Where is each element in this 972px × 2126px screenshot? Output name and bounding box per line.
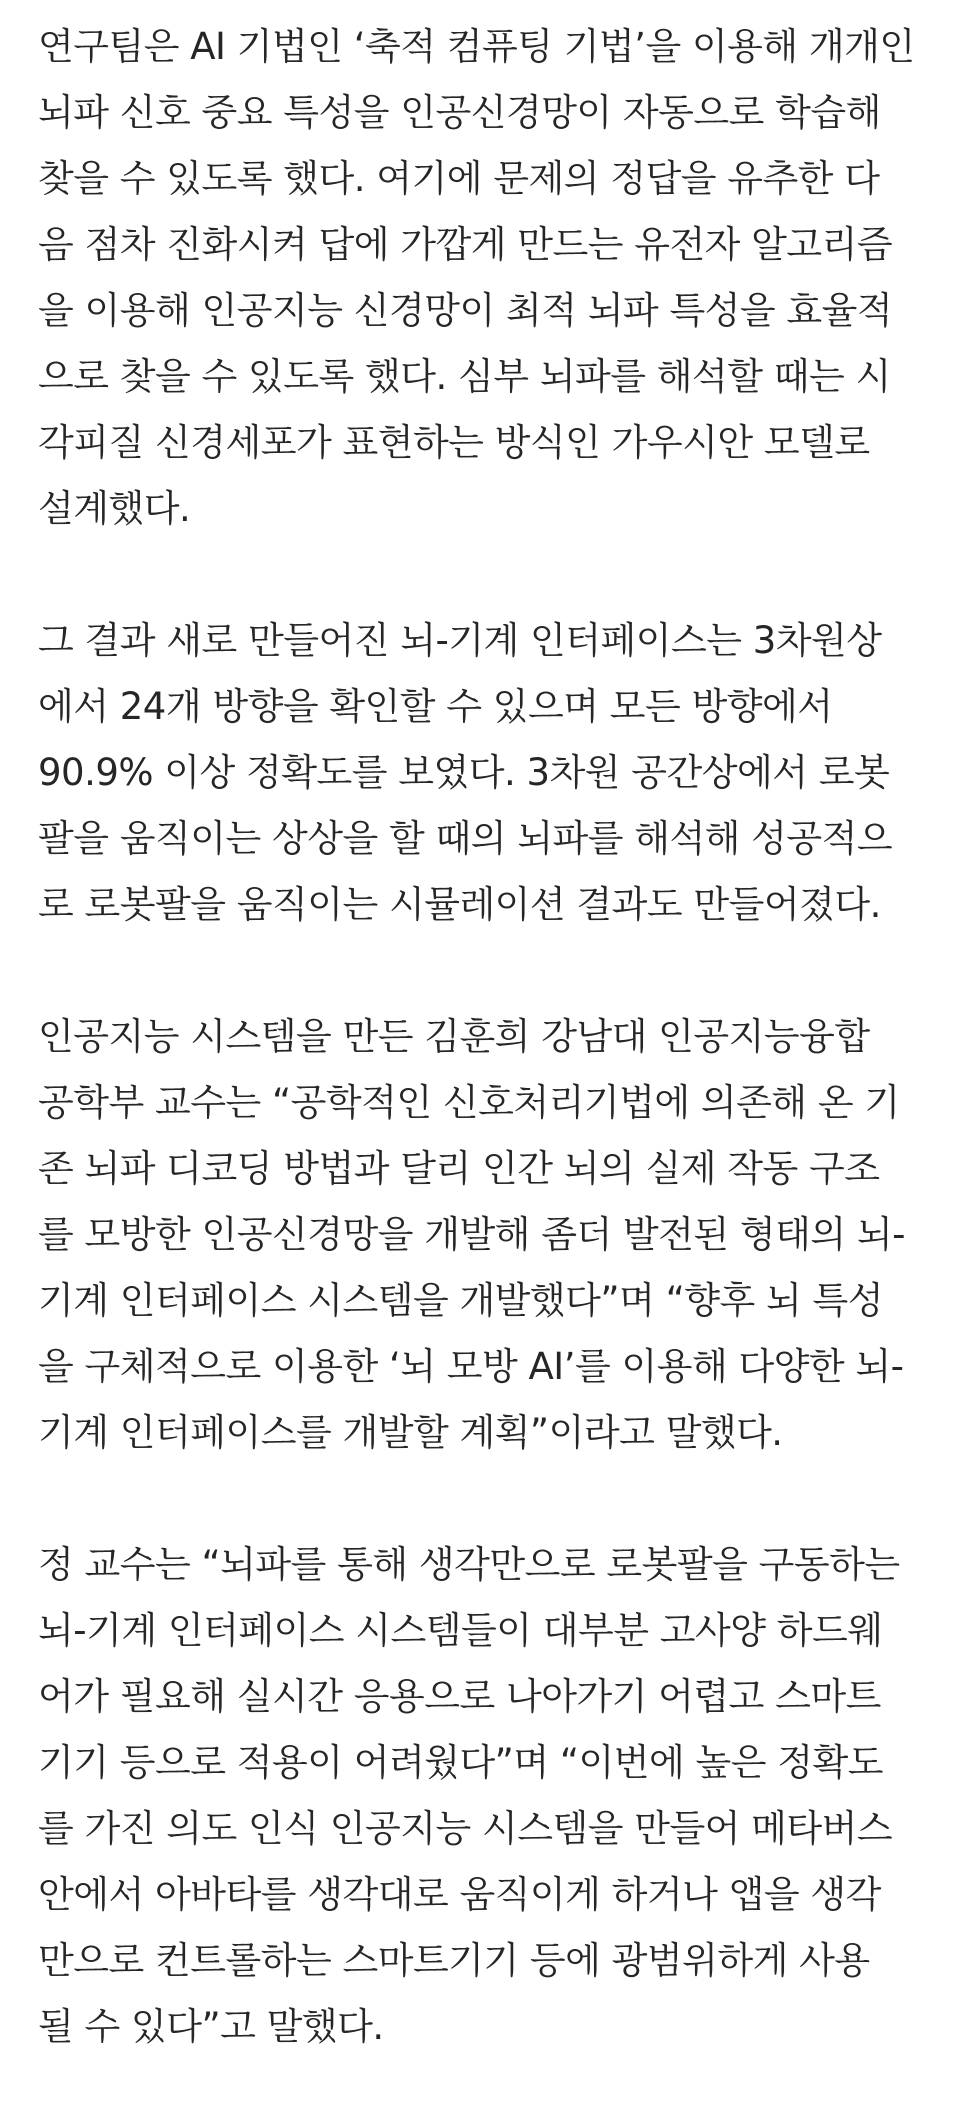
- text-line: 기계 인터페이스 시스템을 개발했다”며 “향후 뇌 특성: [38, 1279, 883, 1322]
- text-line: 90.9% 이상 정확도를 보였다. 3차원 공간상에서 로봇: [38, 751, 890, 794]
- text-line: 될 수 있다”고 말했다.: [38, 2005, 384, 2048]
- paragraph-quote-kim: [38, 1004, 958, 1466]
- text-line: 으로 찾을 수 있도록 했다. 심부 뇌파를 해석할 때는 시: [38, 355, 891, 398]
- text-line: 기계 인터페이스를 개발할 계획”이라고 말했다.: [38, 1411, 783, 1454]
- text-line: 뇌-기계 인터페이스 시스템들이 대부분 고사양 하드웨: [38, 1609, 883, 1652]
- text-line: 설계했다.: [38, 487, 191, 530]
- text-line: 을 구체적으로 이용한 ‘뇌 모방 AI’를 이용해 다양한 뇌-: [38, 1345, 904, 1388]
- text-line: 을 이용해 인공지능 신경망이 최적 뇌파 특성을 효율적: [38, 289, 893, 332]
- text-line: 공학부 교수는 “공학적인 신호처리기법에 의존해 온 기: [38, 1081, 900, 1124]
- paragraph-method: [38, 14, 958, 542]
- text-line: 인공지능 시스템을 만든 김훈희 강남대 인공지능융합: [38, 1015, 870, 1058]
- text-line: 그 결과 새로 만들어진 뇌-기계 인터페이스는 3차원상: [38, 619, 882, 662]
- text-line: 정 교수는 “뇌파를 통해 생각만으로 로봇팔을 구동하는: [38, 1543, 900, 1586]
- text-line: 에서 24개 방향을 확인할 수 있으며 모든 방향에서: [38, 685, 833, 728]
- paragraph-results: [38, 608, 958, 938]
- text-line: 기기 등으로 적용이 어려웠다”며 “이번에 높은 정확도: [38, 1741, 883, 1784]
- text-line: 팔을 움직이는 상상을 할 때의 뇌파를 해석해 성공적으: [38, 817, 893, 860]
- paragraph-quote-jeong: [38, 1532, 958, 2060]
- text-line: 만으로 컨트롤하는 스마트기기 등에 광범위하게 사용: [38, 1939, 870, 1982]
- text-line: 안에서 아바타를 생각대로 움직이게 하거나 앱을 생각: [38, 1873, 881, 1916]
- text-line: 존 뇌파 디코딩 방법과 달리 인간 뇌의 실제 작동 구조: [38, 1147, 880, 1190]
- text-line: 로 로봇팔을 움직이는 시뮬레이션 결과도 만들어졌다.: [38, 883, 881, 926]
- article-body: [38, 14, 958, 2126]
- text-line: 음 점차 진화시켜 답에 가깝게 만드는 유전자 알고리즘: [38, 223, 893, 266]
- text-line: 연구팀은 AI 기법인 ‘축적 컴퓨팅 기법’을 이용해 개개인: [38, 25, 915, 68]
- text-line: 를 모방한 인공신경망을 개발해 좀더 발전된 형태의 뇌-: [38, 1213, 906, 1256]
- text-line: 어가 필요해 실시간 응용으로 나아가기 어렵고 스마트: [38, 1675, 881, 1718]
- text-line: 각피질 신경세포가 표현하는 방식인 가우시안 모델로: [38, 421, 870, 464]
- text-line: 뇌파 신호 중요 특성을 인공신경망이 자동으로 학습해: [38, 91, 881, 134]
- text-line: 찾을 수 있도록 했다. 여기에 문제의 정답을 유추한 다: [38, 157, 880, 200]
- text-line: 를 가진 의도 인식 인공지능 시스템을 만들어 메타버스: [38, 1807, 893, 1850]
